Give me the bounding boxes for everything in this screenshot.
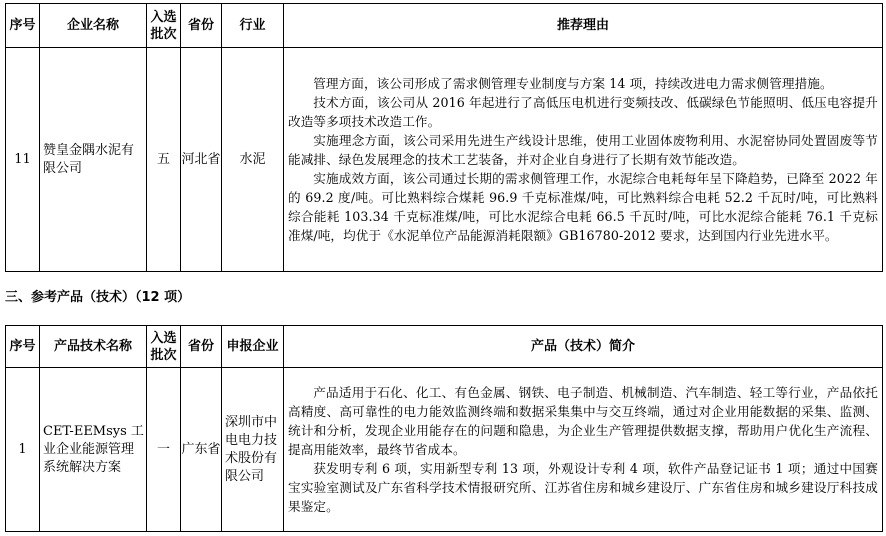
recommended-enterprise-table <box>5 3 883 272</box>
header-reason: 推荐理由 <box>284 4 883 48</box>
recommendation-reason <box>284 48 883 272</box>
table-row <box>6 48 883 272</box>
header-no: 序号 <box>6 4 40 48</box>
reason-paragraph: 管理方面，该公司形成了需求侧管理专业制度与方案 14 项，持续改进电力需求侧管理措施。 <box>313 76 833 91</box>
intro-paragraph: 产品适用于石化、化工、有色金属、钢铁、电子制造、机械制造、汽车制造、轻工等行业，产品依托高精度、高可靠性的电力能效监测终端和数据采集集中与交互终端，通过对企业用能数据的采集、监测、统计和分析，发现企业用能存在的问题和隐患，为企业生产管理提供数据支撑，帮助用户优化生产流程、提高用能效率，最终节省成本。 <box>288 385 878 457</box>
product-intro <box>284 368 883 532</box>
row-batch: 一 <box>147 368 181 532</box>
header-industry: 行业 <box>222 4 284 48</box>
header-batch: 入选 批次 <box>147 4 181 48</box>
table-row <box>6 368 883 532</box>
row-batch: 五 <box>147 48 181 272</box>
reason-paragraph: 实施理念方面，该公司采用先进生产线设计思维，使用工业固体废物利用、水泥窑协同处置固废等节能减排、绿色发展理念的技术工艺装备，并对企业自身进行了长期有效节能改造。 <box>288 133 878 167</box>
header-product-name: 产品技术名称 <box>40 326 147 368</box>
header-intro: 产品（技术）简介 <box>284 326 883 368</box>
header-batch: 入选 批次 <box>147 326 181 368</box>
header-name: 企业名称 <box>40 4 147 48</box>
applicant-company: 深圳市中电电力技术股份有限公司 <box>222 368 284 532</box>
header-company: 申报企业 <box>222 326 284 368</box>
table-header-row <box>6 326 883 368</box>
header-no: 序号 <box>6 326 40 368</box>
reason-paragraph: 实施成效方面，该公司通过长期的需求侧管理工作，水泥综合电耗每年呈下降趋势，已降至 2022 年的 69.2 度/吨。可比熟料综合煤耗 96.9 千克标准煤/吨，可比熟料综合电耗 52.2 千瓦时/吨，可比熟料综合能耗 103.34 千克标准煤/吨，可比水泥综合电耗 66.5 千瓦时/吨，可比水泥综合能耗 76.1 千克标准煤/吨，均优于《水泥单位产品能源消耗限额》GB16780-2012 要求，达到国内行业先进水平。 <box>288 171 878 243</box>
row-province: 广东省 <box>181 368 222 532</box>
intro-paragraph: 获发明专利 6 项，实用新型专利 13 项，外观设计专利 4 项，软件产品登记证书 1 项；通过中国赛宝实验室测试及广东省科学技术情报研究所、江苏省住房和城乡建设厅、广东省住房和城乡建设厅科技成果鉴定。 <box>288 461 878 514</box>
header-province: 省份 <box>181 326 222 368</box>
product-name: CET-EEMsys 工业企业能源管理系统解决方案 <box>40 368 147 532</box>
row-industry: 水泥 <box>222 48 284 272</box>
reason-paragraph: 技术方面，该公司从 2016 年起进行了高低压电机进行变频技改、低碳绿色节能照明、低压电容提升改造等多项技术改造工作。 <box>288 95 878 129</box>
table-header-row <box>6 4 883 48</box>
reference-product-table <box>5 325 883 532</box>
header-province: 省份 <box>181 4 222 48</box>
section-title: 三、参考产品（技术）（12 项） <box>5 290 191 305</box>
row-province: 河北省 <box>181 48 222 272</box>
row-no: 11 <box>6 48 40 272</box>
row-no: 1 <box>6 368 40 532</box>
enterprise-name: 赞皇金隅水泥有限公司 <box>40 48 147 272</box>
